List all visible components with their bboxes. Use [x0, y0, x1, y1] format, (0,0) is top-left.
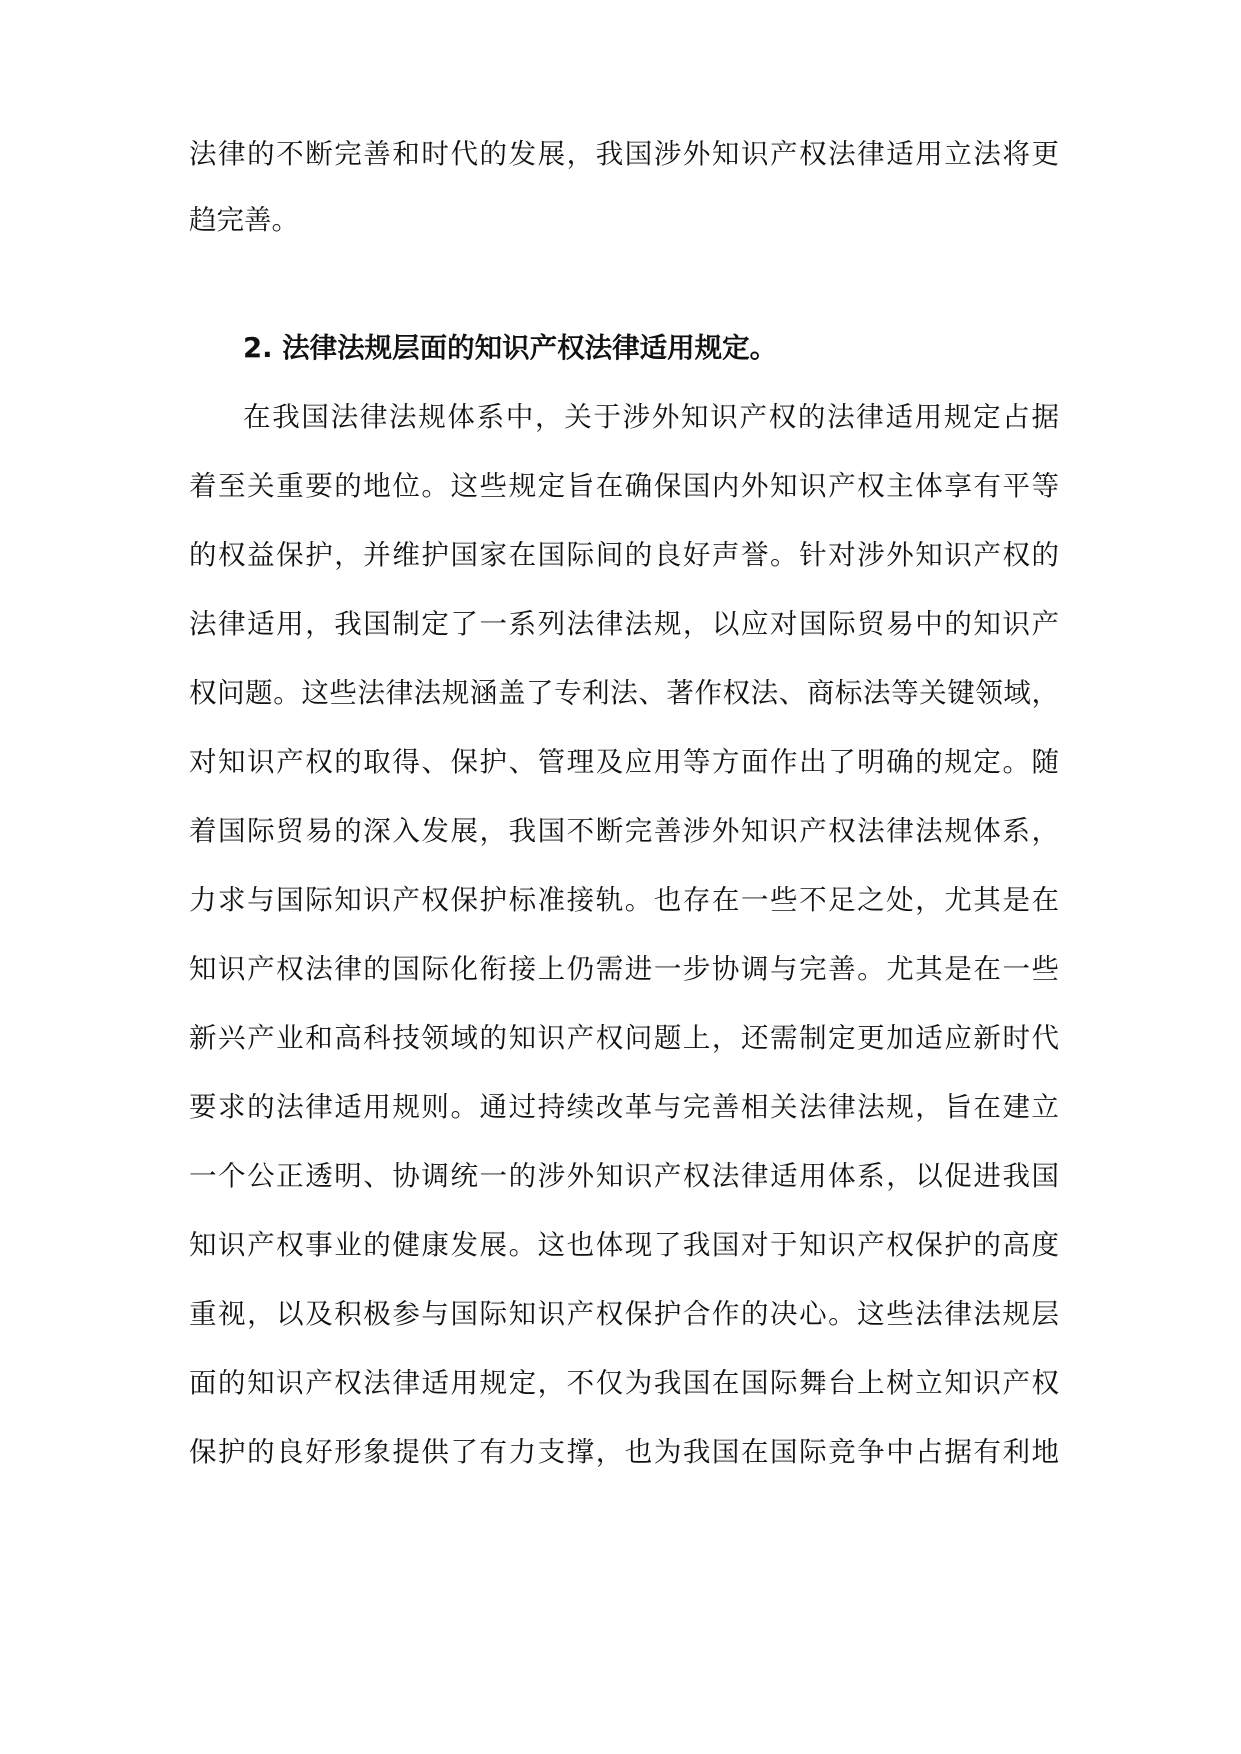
body-text-line: 力求与国际知识产权保护标准接轨。也存在一些不足之处，尤其是在	[189, 884, 1059, 916]
body-text-line: 知识产权法律的国际化衔接上仍需进一步协调与完善。尤其是在一些	[189, 953, 1059, 985]
body-text-line: 法律适用，我国制定了一系列法律法规，以应对国际贸易中的知识产	[189, 608, 1059, 640]
body-text-line: 重视，以及积极参与国际知识产权保护合作的决心。这些法律法规层	[189, 1298, 1059, 1330]
body-text-line: 法律的不断完善和时代的发展，我国涉外知识产权法律适用立法将更	[189, 138, 1059, 170]
body-text-line: 一个公正透明、协调统一的涉外知识产权法律适用体系，以促进我国	[189, 1160, 1059, 1192]
body-text-line: 着国际贸易的深入发展，我国不断完善涉外知识产权法律法规体系，	[189, 815, 1059, 847]
body-text-line: 的权益保护，并维护国家在国际间的良好声誉。针对涉外知识产权的	[189, 539, 1059, 571]
body-text-line: 新兴产业和高科技领域的知识产权问题上，还需制定更加适应新时代	[189, 1022, 1059, 1054]
body-text-line: 保护的良好形象提供了有力支撑，也为我国在国际竞争中占据有利地	[189, 1436, 1059, 1468]
body-text-line: 知识产权事业的健康发展。这也体现了我国对于知识产权保护的高度	[189, 1229, 1059, 1261]
body-text-line: 趋完善。	[189, 204, 299, 236]
body-text-line: 面的知识产权法律适用规定，不仅为我国在国际舞台上树立知识产权	[189, 1367, 1059, 1399]
paragraph-first-line: 在我国法律法规体系中，关于涉外知识产权的法律适用规定占据	[243, 401, 1059, 433]
section-heading: 2. 法律法规层面的知识产权法律适用规定。	[243, 332, 778, 364]
body-text-line: 着至关重要的地位。这些规定旨在确保国内外知识产权主体享有平等	[189, 470, 1059, 502]
body-text-line: 对知识产权的取得、保护、管理及应用等方面作出了明确的规定。随	[189, 746, 1059, 778]
body-text-line: 权问题。这些法律法规涵盖了专利法、著作权法、商标法等关键领域，	[189, 677, 1059, 709]
body-text-line: 要求的法律适用规则。通过持续改革与完善相关法律法规，旨在建立	[189, 1091, 1059, 1123]
